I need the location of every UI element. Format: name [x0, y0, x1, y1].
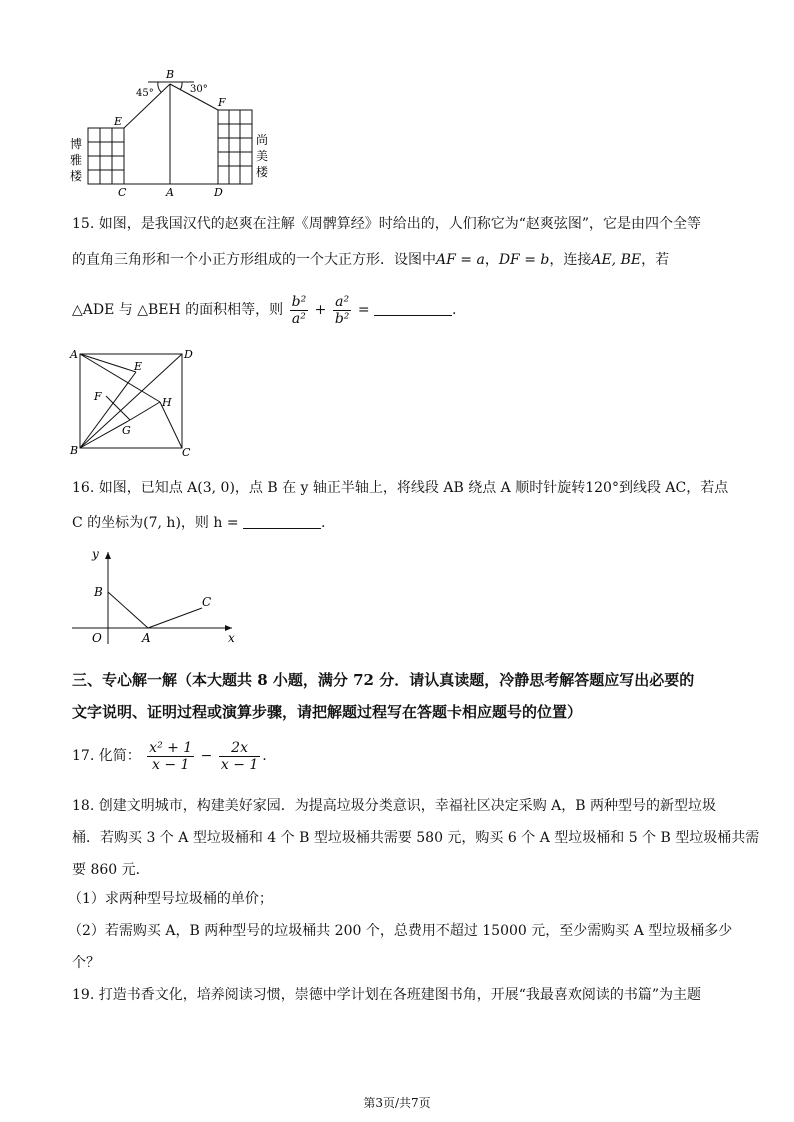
q19-line1: 19. 打造书香文化，培养阅读习惯，崇德中学计划在各班建图书角，开展“我最喜欢阅读的书篇”为主题: [72, 987, 702, 1003]
label-B: B: [166, 68, 175, 81]
q16-label-y: y: [92, 547, 99, 561]
q17-frac2-den: x − 1: [220, 756, 259, 773]
q15-label-D: D: [184, 348, 193, 361]
q15-line2-text-a: 的直角三角形和一个小正方形组成的一个大正方形．设图中: [72, 252, 436, 268]
q18-sub1: （1）求两种型号垃圾桶的单价；: [68, 891, 273, 907]
page-footer: 第3页/共7页: [363, 1096, 431, 1110]
q17-fraction-2: [219, 740, 260, 773]
q15-label-H: H: [162, 396, 172, 409]
left-building-char-3: 楼: [70, 169, 83, 183]
q17-fraction-1: [147, 740, 194, 773]
q16-line1: 16. 如图，已知点 A(3, 0)，点 B 在 y 轴正半轴上，将线段 AB 绕点 A 顺时针旋转120°到线段 AC，若点: [72, 480, 729, 496]
q18-line1: 18. 创建文明城市，构建美好家园．为提高垃圾分类意识，幸福社区决定采购 A，B 两种型号的新型垃圾: [72, 798, 717, 814]
q17-minus: −: [200, 748, 213, 764]
q17-frac2-num: 2x: [219, 740, 260, 757]
right-building-char-3: 楼: [256, 165, 269, 179]
q15-line3: [72, 292, 457, 328]
building-figure: [60, 64, 290, 200]
q15-line2-text-b: ，连接: [549, 252, 592, 268]
q15-frac2-num: a²: [333, 294, 352, 311]
section3-heading-line1: 三、专心解一解（本大题共 8 小题，满分 72 分．请认真读题，冷静思考解答题应写出必要的: [72, 671, 695, 689]
q15-line3-text: △ADE 与 △BEH 的面积相等，则: [72, 302, 284, 318]
q16-line2: [72, 513, 325, 533]
q15-label-E: E: [134, 360, 143, 373]
q16-label-B: B: [94, 585, 103, 599]
label-C: C: [118, 186, 127, 199]
q17-line: [72, 736, 267, 776]
q16-line2-text: C 的坐标为(7, h)，则 h =: [72, 515, 239, 531]
left-building: [88, 128, 124, 184]
label-F: F: [218, 96, 226, 109]
q15-line2-text-c: ，若: [641, 252, 670, 268]
q15-fraction-2: [333, 294, 352, 327]
label-D: D: [214, 186, 223, 199]
q15-label-C: C: [182, 446, 191, 459]
q15-af: AF = a: [436, 252, 485, 268]
q15-label-F: F: [94, 390, 102, 403]
right-building-char-1: 尚: [256, 133, 269, 147]
q16-label-O: O: [92, 631, 102, 645]
label-E: E: [114, 115, 123, 128]
q16-label-x: x: [228, 631, 235, 645]
q16-end: .: [321, 515, 326, 531]
q15-answer-blank[interactable]: [374, 301, 452, 316]
left-building-char-2: 雅: [70, 153, 83, 167]
q15-fraction-1: [290, 294, 309, 327]
q15-label-B: B: [70, 444, 79, 457]
q15-df: DF = b: [498, 252, 550, 268]
q17-end: .: [262, 748, 267, 764]
q15-aebe: AE, BE: [591, 252, 642, 268]
q18-line3: 要 860 元．: [72, 862, 150, 878]
q17-prefix: 17. 化简：: [72, 748, 141, 764]
q16-label-C: C: [202, 595, 212, 609]
q17-frac1-num: x² + 1: [149, 739, 193, 756]
q15-end: .: [452, 302, 457, 318]
q17-frac1-den: x − 1: [151, 756, 190, 773]
q15-label-G: G: [122, 424, 131, 437]
section3-heading-line2: 文字说明、证明过程或演算步骤，请把解题过程写在答题卡相应题号的位置）: [72, 703, 583, 721]
coordinate-figure: [66, 544, 246, 648]
angle-right-label: 30°: [190, 84, 208, 95]
q15-label-A: A: [70, 348, 78, 361]
q18-sub2-line2: 个？: [72, 955, 100, 971]
q15-sep: ，: [484, 252, 499, 268]
q15-eq: =: [357, 302, 370, 318]
q16-label-A: A: [142, 631, 151, 645]
q15-frac2-den: b²: [334, 310, 350, 327]
q18-line2: 桶．若购买 3 个 A 型垃圾桶和 4 个 B 型垃圾桶共需要 580 元，购买 6 个 A 型垃圾桶和 5 个 B 型垃圾桶共需: [72, 830, 760, 846]
left-building-char-1: 博: [70, 137, 83, 151]
zhao-shuang-figure: [66, 346, 196, 462]
q15-plus: +: [314, 302, 327, 318]
label-A: A: [166, 186, 174, 199]
q15-frac1-num: b²: [291, 293, 307, 310]
angle-left-label: 45°: [136, 88, 154, 99]
q15-line2: [72, 250, 669, 270]
q16-answer-blank[interactable]: [243, 514, 321, 529]
q15-line1: 15. 如图，是我国汉代的赵爽在注解《周髀算经》时给出的，人们称它为“赵爽弦图”，它是由四个全等: [72, 216, 702, 232]
q15-frac1-den: a²: [291, 310, 306, 327]
right-building-char-2: 美: [256, 149, 269, 163]
right-building: [218, 110, 252, 184]
q18-sub2-line1: （2）若需购买 A，B 两种型号的垃圾桶共 200 个，总费用不超过 15000 元，至少需购买 A 型垃圾桶多少: [68, 923, 733, 939]
